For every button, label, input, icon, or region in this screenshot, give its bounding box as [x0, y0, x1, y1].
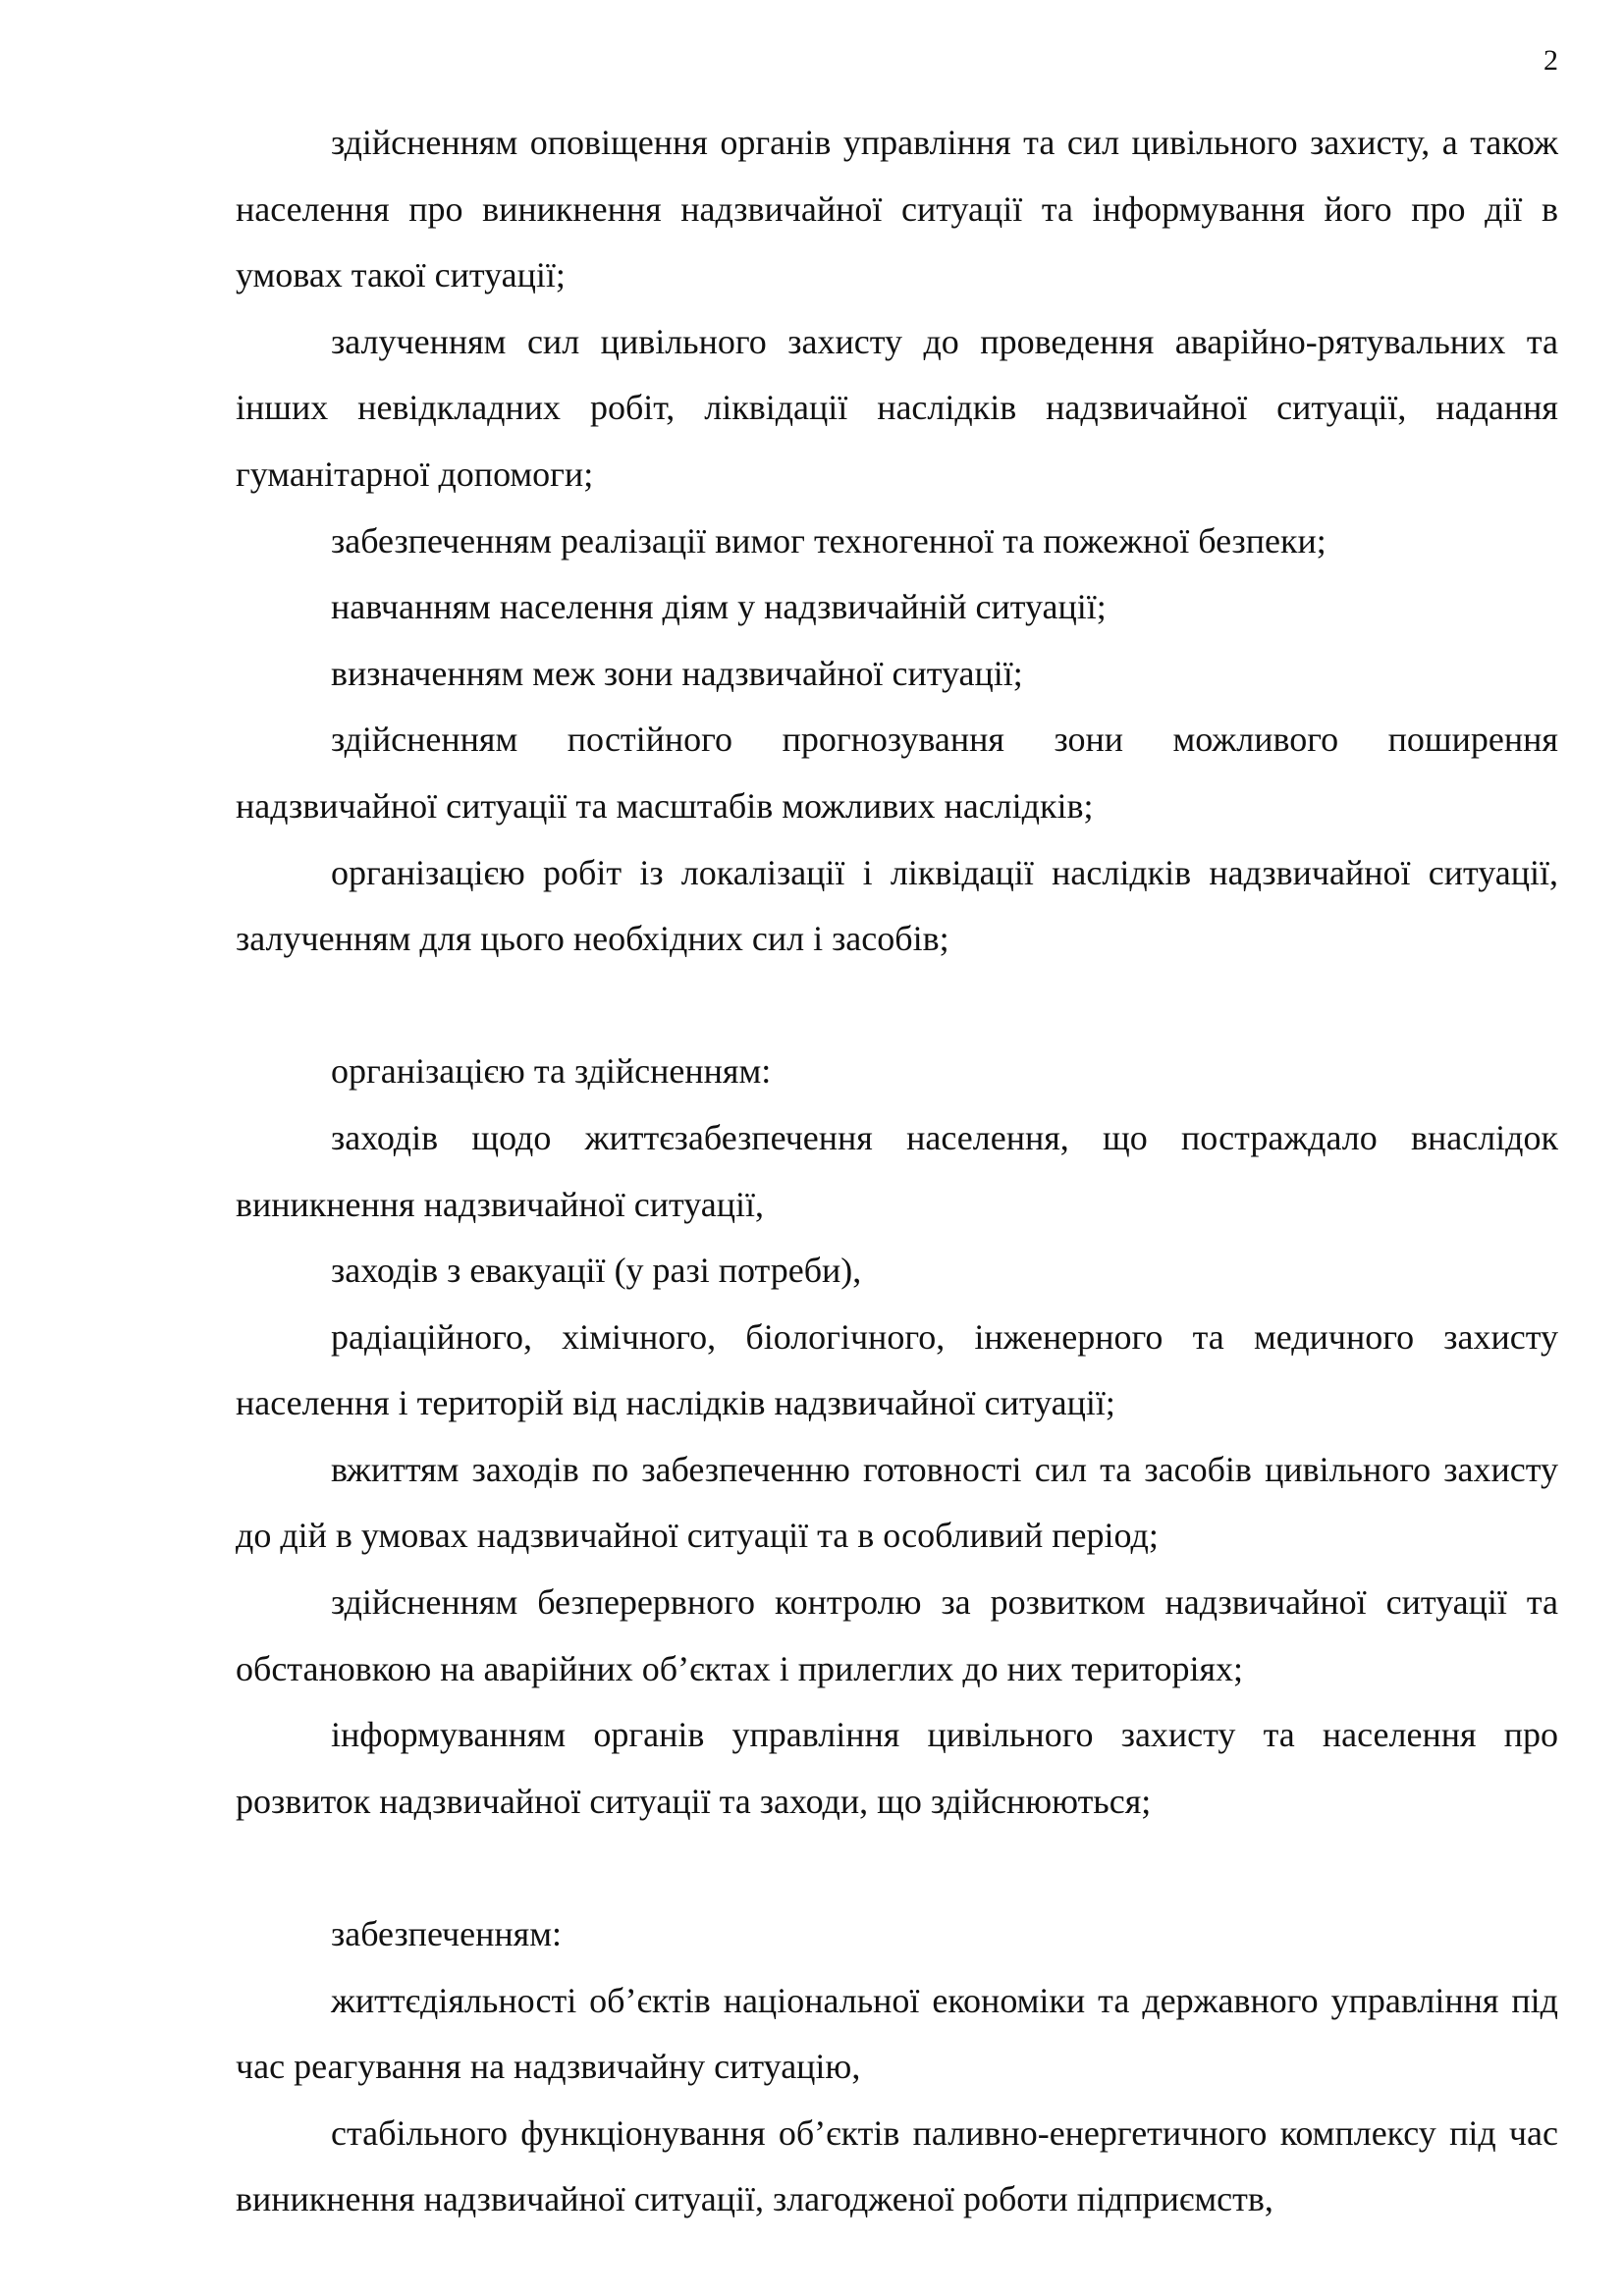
paragraph: залученням сил цивільного захисту до проведення аварійно-рятувальних та інших невідкладних робіт, ліквідації наслідків надзвичайної ситуації, надання гуманітарної допомоги; [236, 321, 1558, 494]
paragraph: навчанням населення діям у надзвичайній ситуації; [331, 587, 1107, 627]
paragraph: радіаційного, хімічного, біологічного, інженерного та медичного захисту населення і територій від наслідків надзвичайної ситуації; [236, 1316, 1558, 1423]
paragraph: забезпеченням: [331, 1914, 562, 1954]
paragraph: забезпеченням реалізації вимог техногенної та пожежної безпеки; [331, 520, 1326, 561]
paragraph: стабільного функціонування об’єктів паливно-енергетичного комплексу під час виникнення надзвичайної ситуації, злагодженої роботи підприємств, [236, 2112, 1558, 2219]
paragraph: здійсненням постійного прогнозування зони можливого поширення надзвичайної ситуації та масштабів можливих наслідків; [236, 720, 1558, 826]
paragraph: вжиттям заходів по забезпеченню готовності сил та засобів цивільного захисту до дій в умовах надзвичайної ситуації та в особливий період; [236, 1449, 1558, 1556]
paragraph: організацією робіт із локалізації і ліквідації наслідків надзвичайної ситуації, залученням для цього необхідних сил і засобів; [236, 852, 1558, 959]
page-number: 2 [1543, 44, 1558, 77]
paragraph: заходів з евакуації (у разі потреби), [331, 1251, 862, 1291]
paragraph: здійсненням безперервного контролю за розвитком надзвичайної ситуації та обстановкою на аварійних об’єктах і прилеглих до них територіях; [236, 1582, 1558, 1688]
paragraph: здійсненням оповіщення органів управління та сил цивільного захисту, а також населення про виникнення надзвичайної ситуації та інформування його про дії в умовах такої ситуації; [236, 123, 1558, 295]
document-body [236, 110, 1558, 2233]
blank-line [236, 1835, 1558, 1901]
paragraph: інформуванням органів управління цивільного захисту та населення про розвиток надзвичайної ситуації та заходи, що здійснюються; [236, 1715, 1558, 1821]
blank-line [236, 973, 1558, 1040]
paragraph: життєдіяльності об’єктів національної економіки та державного управління під час реагування на надзвичайну ситуацію, [236, 1980, 1558, 2087]
paragraph: організацією та здійсненням: [331, 1051, 772, 1092]
paragraph: визначенням меж зони надзвичайної ситуації; [331, 653, 1023, 693]
paragraph: заходів щодо життєзабезпечення населення, що постраждало внаслідок виникнення надзвичайної ситуації, [236, 1117, 1558, 1224]
